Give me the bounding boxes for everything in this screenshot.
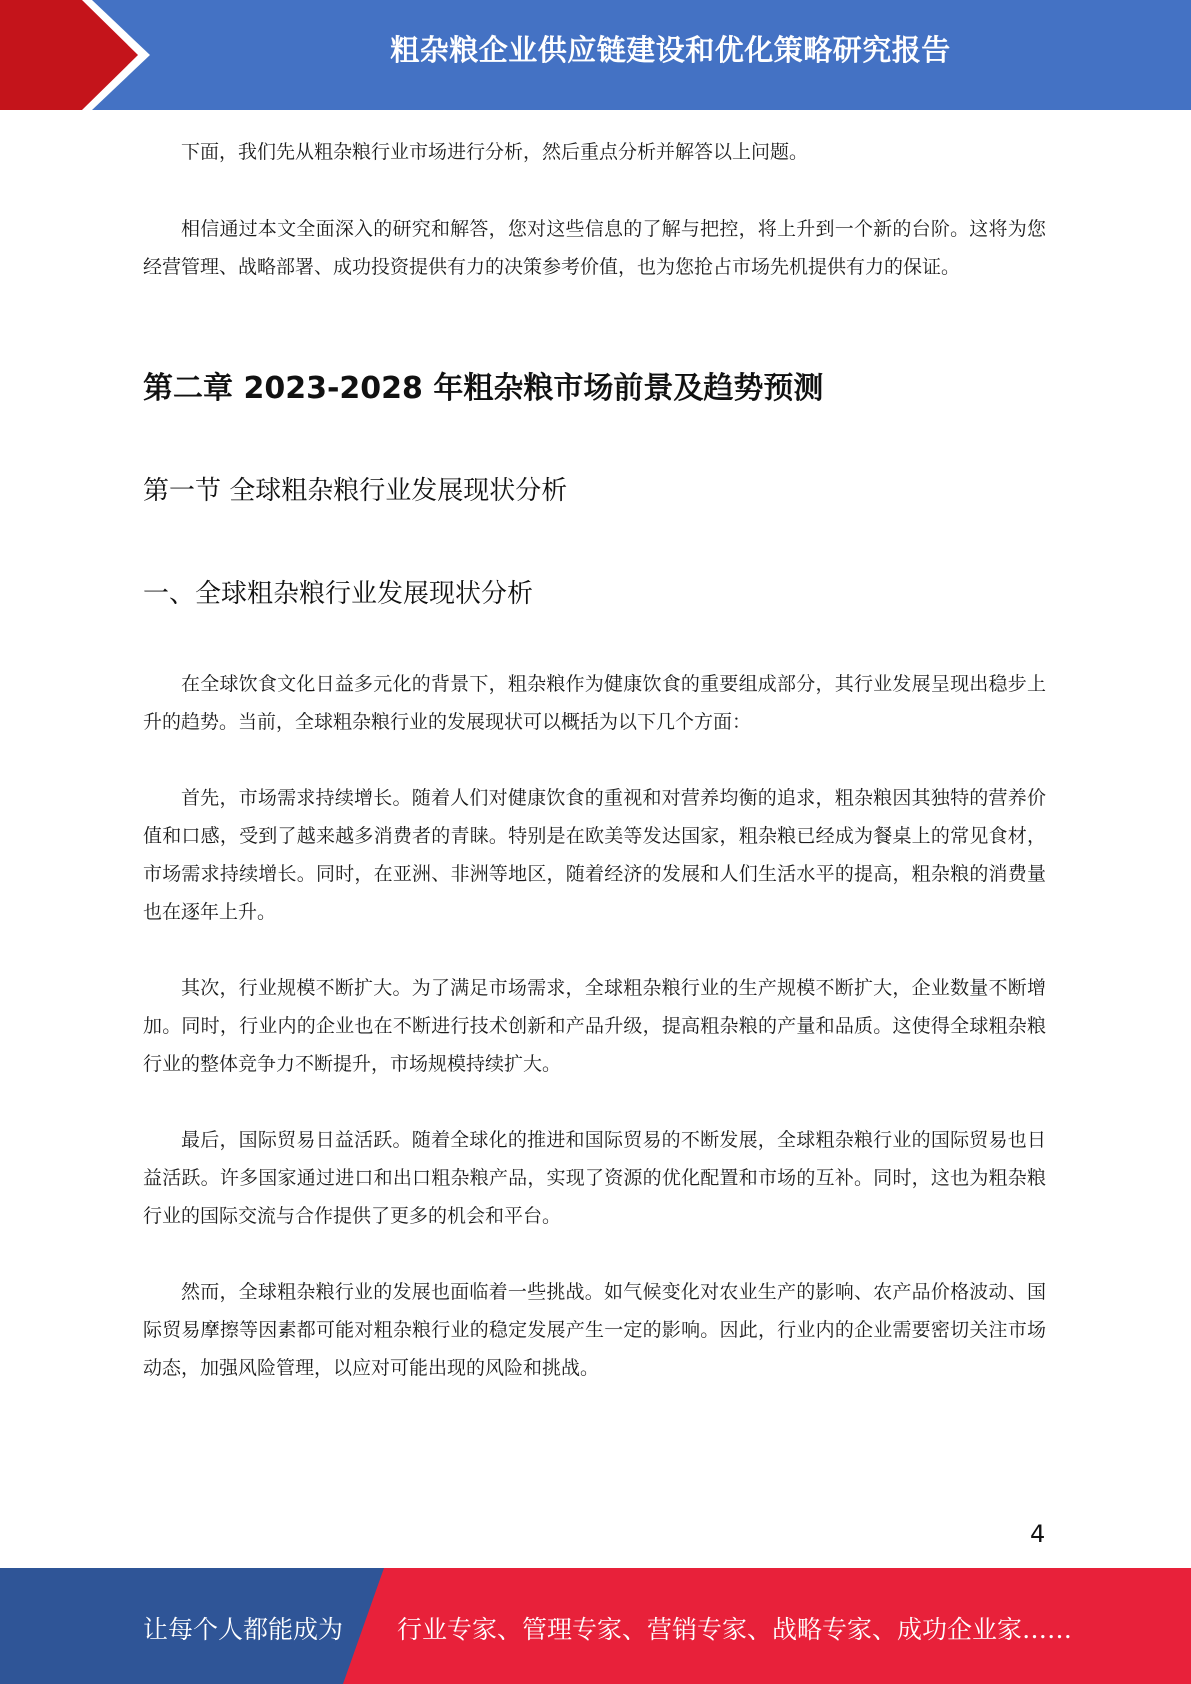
- paragraph-scale: 其次，行业规模不断扩大。为了满足市场需求，全球粗杂粮行业的生产规模不断扩大，企业数量不断增加。同时，行业内的企业也在不断进行技术创新和产品升级，提高粗杂粮的产量和品质。这使得全球粗杂粮行业的整体竞争力不断提升，市场规模持续扩大。: [143, 977, 1046, 1075]
- paragraph-overview: 在全球饮食文化日益多元化的背景下，粗杂粮作为健康饮食的重要组成部分，其行业发展呈现出稳步上升的趋势。当前，全球粗杂粮行业的发展现状可以概括为以下几个方面：: [143, 673, 1046, 733]
- paragraph-value: 相信通过本文全面深入的研究和解答，您对这些信息的了解与把控，将上升到一个新的台阶。这将为您经营管理、战略部署、成功投资提供有力的决策参考价值，也为您抢占市场先机提供有力的保证。: [143, 218, 1046, 278]
- paragraph-demand: 首先，市场需求持续增长。随着人们对健康饮食的重视和对营养均衡的追求，粗杂粮因其独特的营养价值和口感，受到了越来越多消费者的青睐。特别是在欧美等发达国家，粗杂粮已经成为餐桌上的常见食材，市场需求持续增长。同时，在亚洲、非洲等地区，随着经济的发展和人们生活水平的提高，粗杂粮的消费量也在逐年上升。: [143, 787, 1046, 923]
- page-header: [0, 0, 1191, 110]
- page-footer: [0, 1568, 1191, 1684]
- paragraph-intro: 下面，我们先从粗杂粮行业市场进行分析，然后重点分析并解答以上问题。: [181, 141, 809, 163]
- paragraph-trade: 最后，国际贸易日益活跃。随着全球化的推进和国际贸易的不断发展，全球粗杂粮行业的国际贸易也日益活跃。许多国家通过进口和出口粗杂粮产品，实现了资源的优化配置和市场的互补。同时，这也为粗杂粮行业的国际交流与合作提供了更多的机会和平台。: [143, 1129, 1046, 1227]
- subsection-title: 一、全球粗杂粮行业发展现状分析: [143, 579, 534, 609]
- paragraph-challenges: 然而，全球粗杂粮行业的发展也面临着一些挑战。如气候变化对农业生产的影响、农产品价格波动、国际贸易摩擦等因素都可能对粗杂粮行业的稳定发展产生一定的影响。因此，行业内的企业需要密切关注市场动态，加强风险管理，以应对可能出现的风险和挑战。: [143, 1281, 1046, 1379]
- footer-slogan-right: 行业专家、管理专家、营销专家、战略专家、成功企业家……: [397, 1615, 1073, 1644]
- page-number: 4: [1030, 1520, 1046, 1548]
- chapter-title: 第二章 2023-2028 年粗杂粮市场前景及趋势预测: [143, 371, 824, 406]
- section-title: 第一节 全球粗杂粮行业发展现状分析: [143, 476, 568, 506]
- report-title: 粗杂粮企业供应链建设和优化策略研究报告: [390, 33, 951, 67]
- footer-slogan-left: 让每个人都能成为: [143, 1615, 344, 1644]
